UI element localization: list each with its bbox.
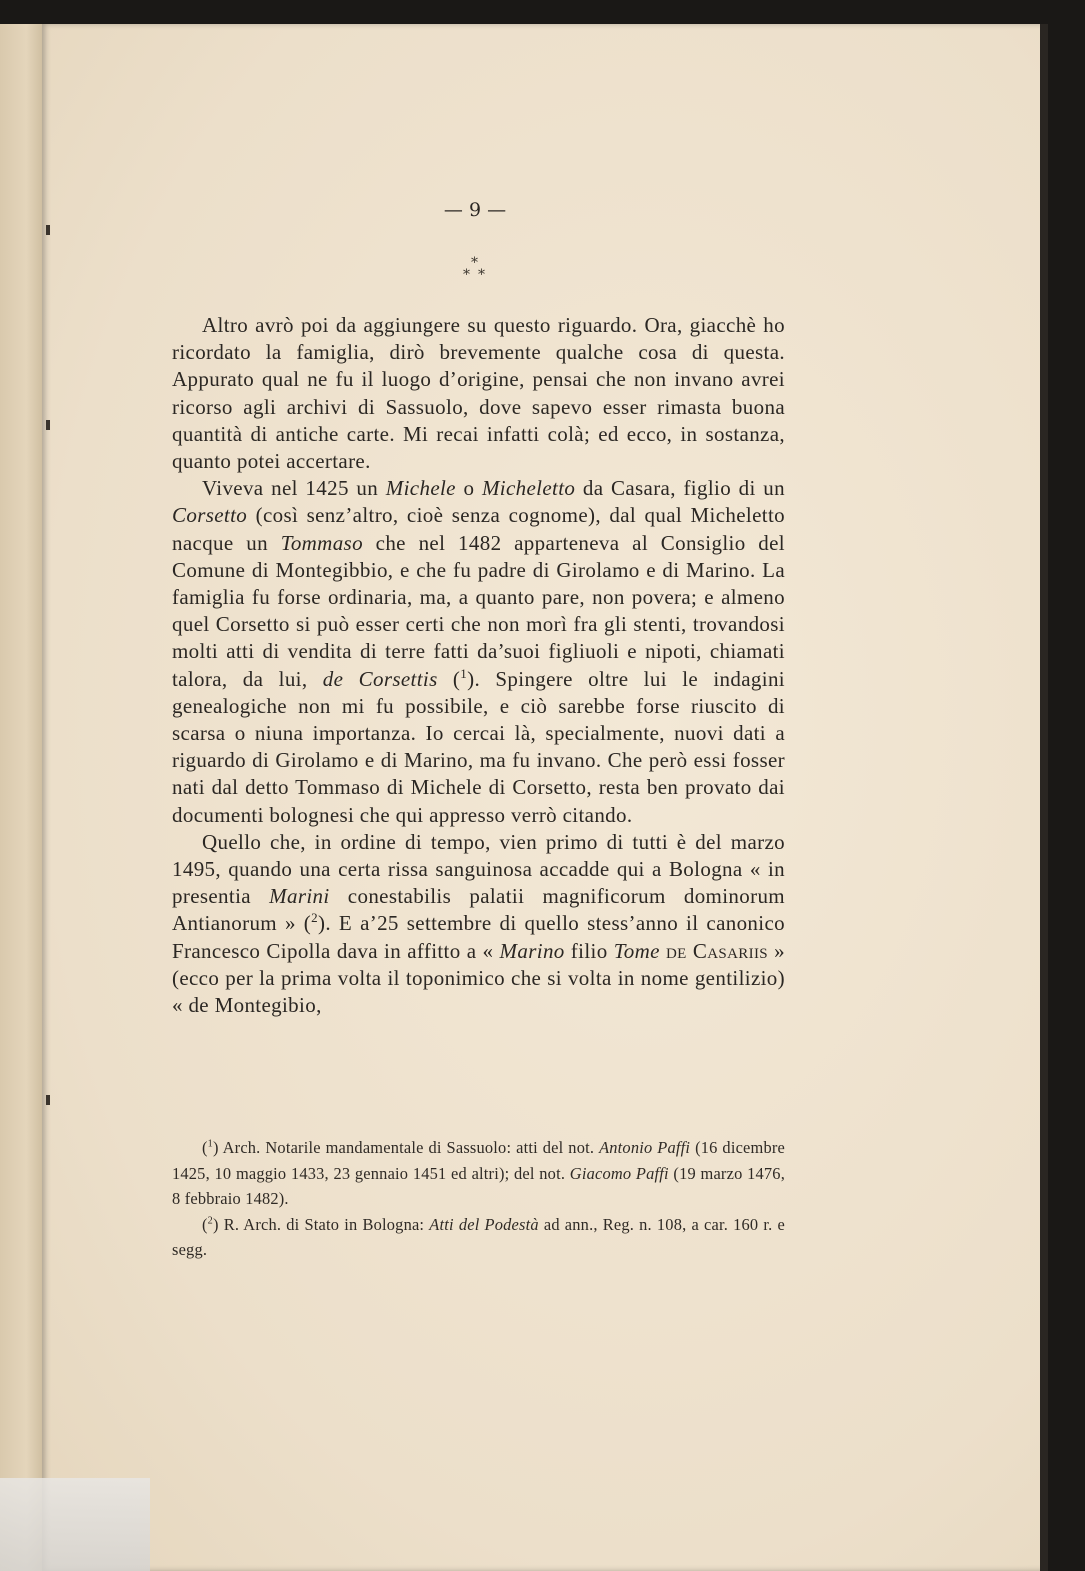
asterism	[458, 255, 490, 287]
italic-text: Marino	[499, 938, 565, 963]
text-run: o	[455, 476, 482, 501]
small-caps-text: de Casariis	[666, 938, 768, 963]
italic-text: Michele	[385, 476, 456, 501]
body-text	[172, 312, 785, 1019]
asterism-star: *	[471, 255, 478, 271]
paragraph	[172, 312, 785, 475]
text-run: (così senz’altro, cioè senza cognome), dal qual Micheletto nacque un	[172, 503, 785, 555]
italic-text: Antonio Paffi	[599, 1138, 691, 1157]
margin-mark	[46, 225, 50, 235]
italic-text: Marini	[269, 884, 330, 909]
text-run: (16 dicembre 1425, 10 maggio 1433, 23 gennaio 1451 ed altri); del not.	[172, 1138, 786, 1183]
text-run: (	[437, 666, 461, 691]
previous-page-edge	[0, 24, 44, 1571]
footnote-ref: 1	[460, 665, 468, 681]
italic-text: Tome	[613, 938, 660, 963]
footnote	[172, 1135, 785, 1212]
italic-text: de Corsettis	[322, 666, 438, 691]
text-run: (19 marzo 1476, 8 febbraio 1482).	[172, 1163, 785, 1209]
paragraph	[172, 475, 785, 829]
footnotes	[172, 1135, 785, 1263]
text-run: Quello che, in ordine di tempo, vien primo di tutti è del marzo 1495, quando una certa rissa sanguinosa accadde qui a Bologna « in presentia	[172, 829, 785, 909]
text-run: » (ecco per la prima volta il toponimico che si volta in nome gentilizio) « de Montegibio,	[172, 938, 785, 1018]
paper-fold	[0, 1478, 150, 1571]
asterism-star: *	[478, 267, 485, 283]
text-run: che nel 1482 apparteneva al Consiglio del Comune di Montegibbio, e che fu padre di Girolamo e di Marino. La famiglia fu forse ordinaria, ma, a quanto pare, non povera; e almeno quel Corsetto si può esser certi che non morì fra gli stenti, trovandosi molti atti di vendita di terre fatti da’suoi figliuoli e nipoti, chiamati talora, da lui,	[172, 530, 785, 691]
text-run: (	[202, 1214, 208, 1234]
footnote	[172, 1212, 785, 1263]
page-right-edge	[1040, 24, 1048, 1571]
text-run: ad ann., Reg. n. 108, a car. 160 r. e segg.	[172, 1214, 785, 1260]
text-run: (	[202, 1138, 208, 1157]
footnote-ref: 2	[207, 1215, 213, 1227]
text-run: ) Arch. Notarile mandamentale di Sassuolo: atti del not.	[212, 1138, 600, 1157]
text-run: Altro avrò poi da aggiungere su questo riguardo. Ora, giacchè ho ricordato la famiglia, dirò brevemente qualche cosa di questa. Appurato qual ne fu il luogo d’origine, pensai che non invano avrei ricorso agli archivi di Sassuolo, dove sapevo esser rimasta buona quantità di antiche carte. Mi recai infatti colà; ed ecco, in sostanza, quanto potei accertare.	[172, 313, 785, 474]
italic-text: Micheletto	[481, 476, 576, 501]
paragraph	[172, 829, 785, 1019]
asterism-star: *	[463, 267, 470, 283]
text-run: conestabilis palatii magnificorum dominorum Antianorum » (	[172, 884, 785, 936]
text-run: ) R. Arch. di Stato in Bologna:	[212, 1214, 430, 1234]
footnote-ref: 1	[207, 1138, 213, 1150]
margin-mark	[46, 420, 50, 430]
italic-text: Corsetto	[172, 503, 248, 528]
text-run: da Casara, figlio di un	[575, 476, 786, 501]
margin-mark	[46, 1095, 50, 1105]
footnote-ref: 2	[311, 910, 318, 926]
text-run: filio	[564, 938, 614, 963]
page-number: — 9 —	[443, 199, 507, 221]
italic-text: Giacomo Paffi	[569, 1163, 669, 1183]
text-run: ). Spingere oltre lui le indagini genealogiche non mi fu possibile, e ciò sarebbe forse riuscito di scarsa o niuna importanza. Io cercai là, specialmente, nuovi dati a riguardo di Girolamo e di Marino, ma fu invano. Che però essi fosser nati dal detto Tommaso di Michele di Corsetto, resta ben provato dai documenti bolognesi che qui appresso verrò citando.	[172, 666, 785, 827]
italic-text: Tommaso	[280, 530, 363, 555]
text-run: ). E a’25 settembre di quello stess’anno il canonico Francesco Cipolla dava in affitto a «	[172, 911, 785, 963]
text-run: Viveva nel 1425 un	[202, 476, 386, 501]
italic-text: Atti del Podestà	[429, 1214, 539, 1234]
